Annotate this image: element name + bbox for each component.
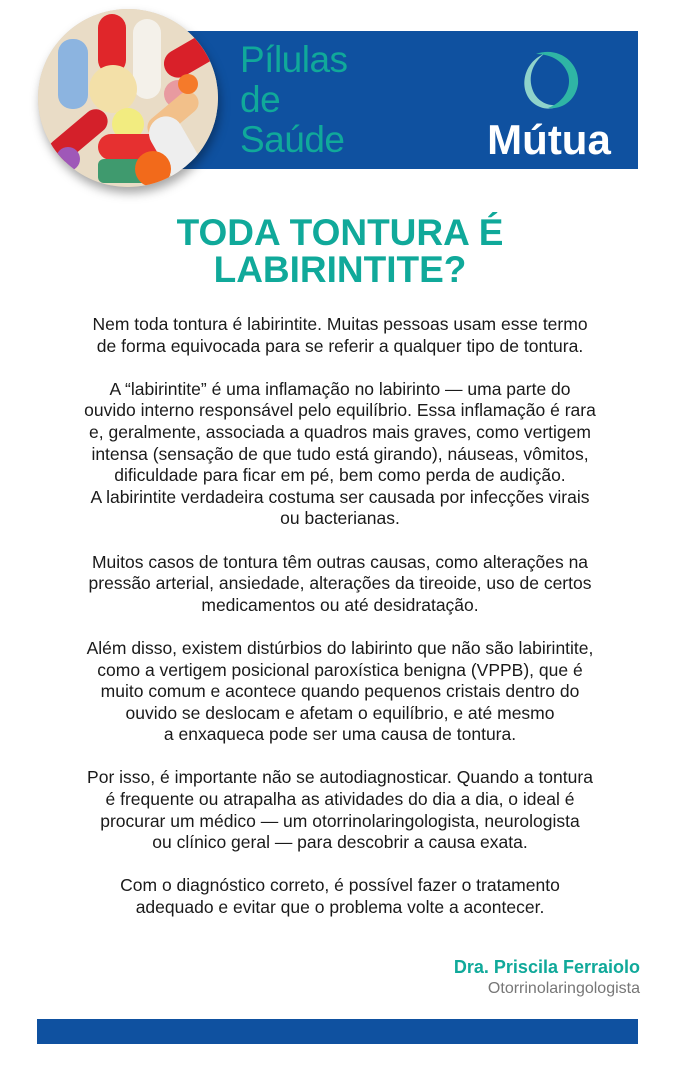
text-line: adequado e evitar que o problema volte a acontecer. (135, 897, 545, 918)
series-title-line: Pílulas (240, 39, 348, 80)
text-line: a enxaqueca pode ser uma causa de tontura. (163, 724, 517, 745)
text-line: Nem toda tontura é labirintite. Muitas pessoas usam esse termo (92, 314, 588, 334)
text-line: pressão arterial, ansiedade, alterações da tireoide, uso de certos (88, 573, 592, 594)
series-title-line: Saúde (240, 119, 345, 160)
logo-ring-icon (514, 48, 584, 114)
text-line: Com o diagnóstico correto, é possível fazer o tratamento (120, 875, 560, 896)
text-line: Além disso, existem distúrbios do labirinto que não são labirintite, (86, 637, 594, 658)
text-line: ou bacterianas. (280, 508, 400, 529)
text-line: A “labirintite” é uma inflamação no labirinto — uma parte do (109, 378, 571, 399)
footer-bar (37, 1019, 638, 1044)
author-name: Dra. Priscila Ferraiolo (453, 957, 640, 977)
paragraph (20, 552, 660, 617)
text-line: ouvido interno responsável pelo equilíbrio. Essa inflamação é rara (84, 400, 596, 421)
title-line: TODA TONTURA É (176, 212, 504, 253)
title-line: LABIRINTITE? (213, 249, 467, 290)
paragraph (20, 314, 660, 357)
article-body (20, 314, 660, 940)
article-title (0, 214, 680, 288)
text-line: é frequente ou atrapalha as atividades do dia a dia, o ideal é (105, 789, 575, 810)
paragraph (20, 875, 660, 918)
text-line: A labirintite verdadeira costuma ser causada por infecções virais (90, 486, 590, 507)
paragraph (20, 767, 660, 853)
text-line: como a vertigem posicional paroxística benigna (VPPB), que é (97, 659, 583, 680)
text-line: dificuldade para ficar em pé, bem como perda de audição. (114, 465, 566, 486)
logo-text: Mútua (487, 116, 611, 163)
paragraph (20, 379, 660, 530)
text-line: Muitos casos de tontura têm outras causas, como alterações na (91, 551, 589, 572)
text-line: de forma equivocada para se referir a qualquer tipo de tontura. (96, 335, 584, 356)
text-line: Por isso, é importante não se autodiagnosticar. Quando a tontura (87, 767, 593, 788)
text-line: ouvido se deslocam e afetam o equilíbrio, e até mesmo (125, 702, 555, 723)
text-line: e, geralmente, associada a quadros mais graves, como vertigem (89, 421, 591, 442)
author-role: Otorrinolaringologista (487, 980, 640, 997)
series-title (240, 40, 348, 160)
text-line: intensa (sensação de que tudo está girando), náuseas, vômitos, (91, 443, 589, 464)
pills-image-icon (38, 9, 218, 187)
text-line: muito comum e acontece quando pequenos cristais dentro do (100, 681, 580, 702)
pills-photo (38, 9, 218, 187)
paragraph (20, 638, 660, 746)
text-line: ou clínico geral — para descobrir a causa exata. (152, 832, 528, 853)
text-line: medicamentos ou até desidratação. (201, 594, 479, 615)
text-line: procurar um médico — um otorrinolaringologista, neurologista (100, 810, 580, 831)
author-signature (454, 956, 640, 1000)
series-title-line: de (240, 79, 281, 120)
mutua-logo (478, 48, 620, 162)
